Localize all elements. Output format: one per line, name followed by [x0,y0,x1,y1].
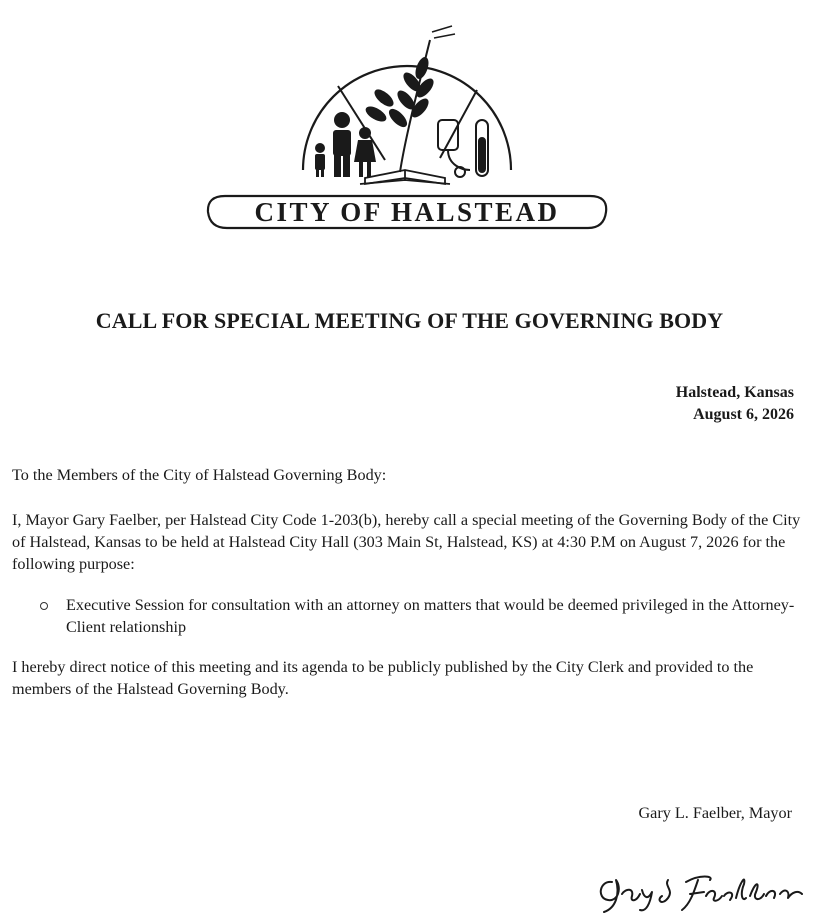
purpose-list [38,594,803,638]
salutation: To the Members of the City of Halstead Governing Body: [12,466,387,484]
place: Halstead, Kansas [675,384,794,401]
place-date-block [676,382,794,426]
date: August 6, 2026 [693,406,794,423]
purpose-item [38,594,803,638]
handwritten-signature [590,860,810,918]
logo-text: CITY OF HALSTEAD [254,197,560,227]
signer-name: Gary L. Faelber, Mayor [638,804,792,822]
city-logo [200,20,615,240]
bullet-icon [40,602,48,610]
document-title: CALL FOR SPECIAL MEETING OF THE GOVERNING BODY [95,308,724,333]
purpose-text: Executive Session for consultation with an attorney on matters that would be deemed privileged in the Attorney-Client relationship [66,596,795,636]
notice-paragraph: I hereby direct notice of this meeting and its agenda to be publicly published by the City Clerk and provided to the members of the Halstead Governing Body. [12,658,754,698]
book-icon [360,170,450,184]
family-figures-icon [315,112,376,177]
call-paragraph: I, Mayor Gary Faelber, per Halstead City Code 1-203(b), hereby call a special meeting of the Governing Body of the City of Halstead, Kansas to be held at Halstead City Hall (303 Main St, Halstead, KS) at 4:30 P.M on August 7, 2026 for the following purpose: [12,511,801,573]
